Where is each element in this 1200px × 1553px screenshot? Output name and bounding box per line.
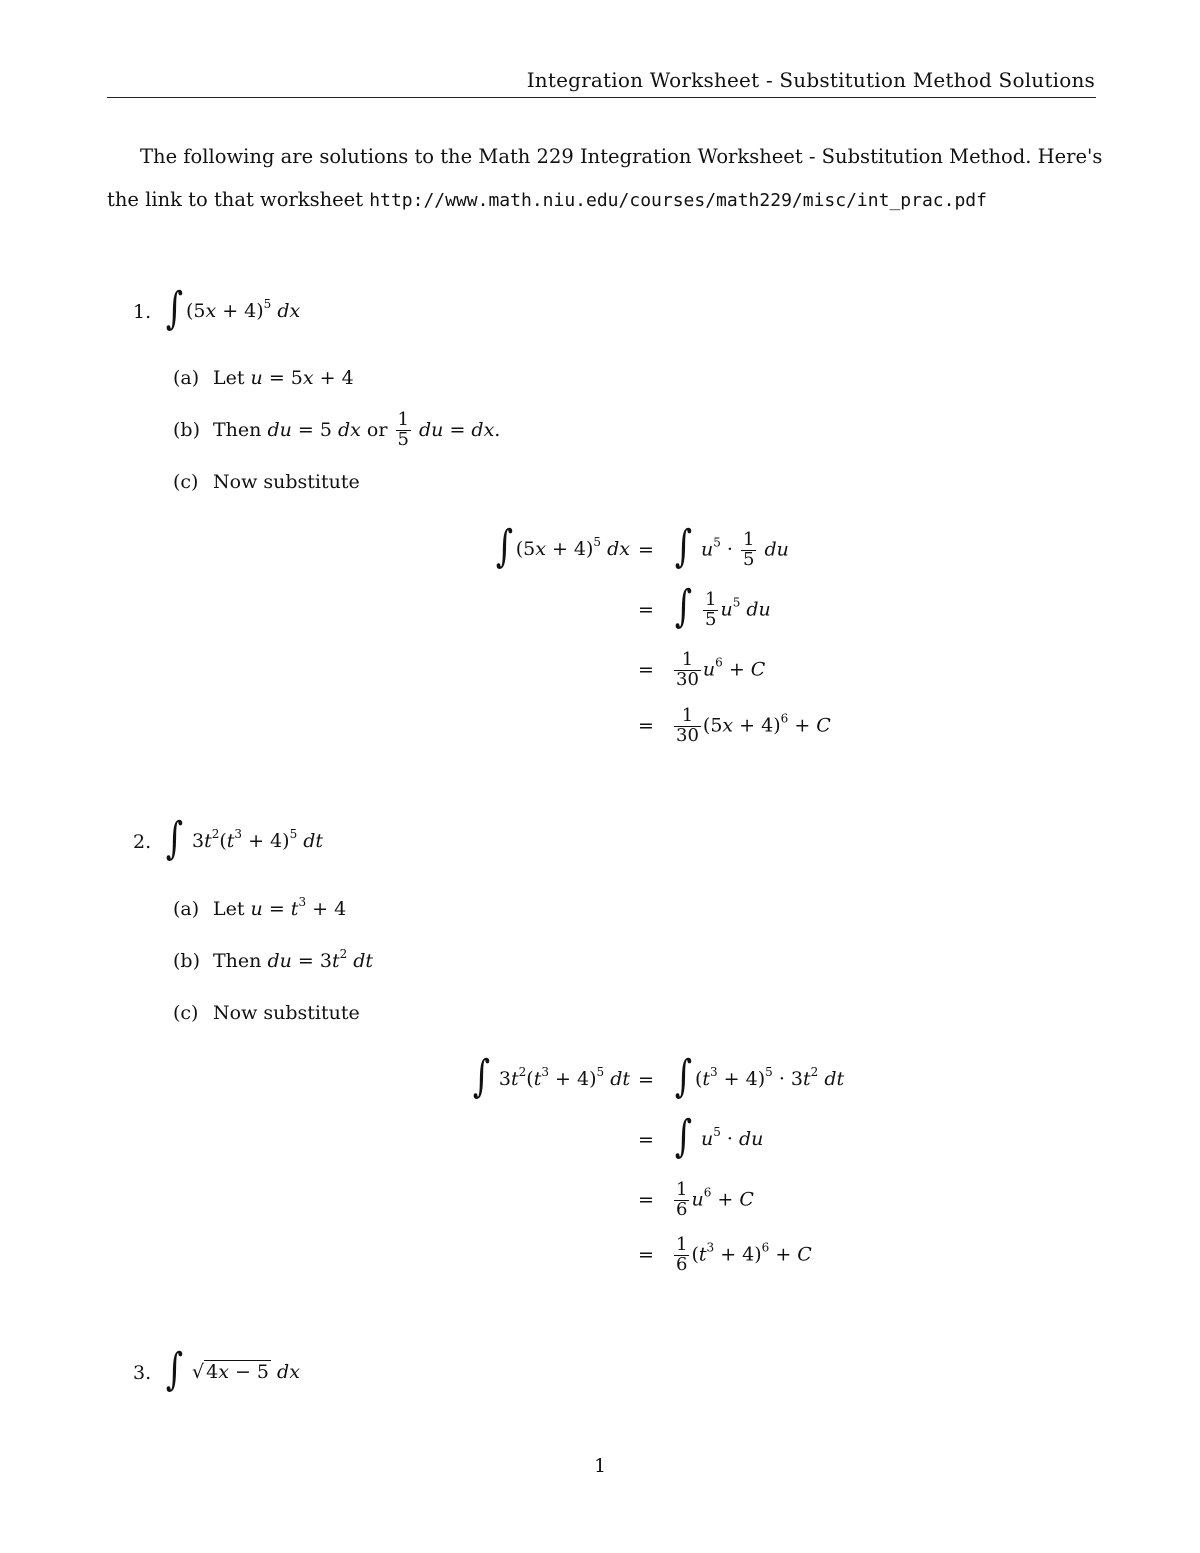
step-math-2: du = dx. [419, 419, 501, 441]
equals-sign: = [638, 1244, 654, 1266]
equation-row [0, 1225, 1200, 1285]
step-text: Now substitute [213, 471, 360, 493]
step-label: (a) [173, 898, 200, 920]
equals-sign: = [638, 599, 654, 621]
equation-row [0, 696, 1200, 756]
intro-line-2 [107, 188, 987, 211]
problem-2-number: 2. [133, 831, 152, 853]
step-math: du = $3t^2$ dt [267, 947, 374, 972]
step-label: (c) [173, 471, 199, 493]
equals-sign: = [638, 1189, 654, 1211]
step-text: Then [213, 419, 262, 441]
problem-2-step-b [173, 939, 373, 983]
problem-2 [133, 812, 323, 872]
equation-rhs: ∫ $(t^3 + 4)^5 \cdot 3t^2$ dt [674, 1051, 845, 1102]
integral-sign-icon: ∫ [165, 1344, 184, 1395]
integral-sign-icon: ∫ [165, 813, 184, 864]
equation-row [0, 520, 1200, 580]
step-connector: or [366, 419, 388, 441]
equals-sign: = [638, 539, 654, 561]
equation-rhs: ∫ $u^5$ · du [674, 1111, 764, 1162]
step-math: du = 5 dx [267, 419, 361, 441]
header-title: Integration Worksheet - Substitution Method Solutions [526, 68, 1095, 92]
fraction: $\frac{1}{5}$ [397, 408, 409, 450]
integral-sign-icon: ∫ [495, 521, 513, 572]
equation-lhs: ∫ $(5x + 4)^5$ dx [495, 521, 630, 572]
fraction: $\frac{1}{30}$ [676, 704, 699, 746]
problem-1-step-a [173, 356, 354, 400]
step-text: Then [213, 950, 262, 972]
fraction: $\frac{1}{6}$ [676, 1178, 688, 1220]
equation-rhs: $\frac{1}{30}$ $u^6 + C$ [676, 648, 766, 690]
equals-sign: = [638, 1069, 654, 1091]
equation-rhs: $\frac{1}{6}$ $(t^3 + 4)^6 + C$ [676, 1233, 812, 1275]
problem-2-integral: ∫ $3t^2(t^3 + 4)^5$ dt [165, 813, 324, 864]
equation-row [0, 580, 1200, 640]
equation-row [0, 640, 1200, 700]
integral-sign-icon: ∫ [165, 283, 184, 334]
integral-sign-icon: ∫ [674, 1111, 693, 1162]
step-text: Let [213, 898, 245, 920]
step-math: u = 5x + 4 [250, 367, 354, 389]
problem-1-step-b [173, 408, 500, 452]
step-label: (b) [173, 419, 200, 441]
sqrt-radicand: 4x − 5 [206, 1361, 269, 1383]
equals-sign: = [638, 659, 654, 681]
problem-1-number: 1. [133, 301, 152, 323]
step-label: (a) [173, 367, 200, 389]
equation-lhs: ∫ $3t^2(t^3 + 4)^5$ dt [472, 1051, 630, 1102]
header-divider [107, 97, 1096, 98]
equation-rhs: $\frac{1}{6}$ $u^6 + C$ [676, 1178, 754, 1220]
step-text: Let [213, 367, 245, 389]
fraction: $\frac{1}{30}$ [676, 648, 699, 690]
equation-rhs: ∫ $u^5$ · $\frac{1}{5}$ du [674, 521, 789, 572]
problem-3 [133, 1343, 300, 1403]
fraction: $\frac{1}{6}$ [676, 1233, 688, 1275]
intro-line-2-text: the link to that worksheet [107, 188, 370, 211]
equation-rhs: $\frac{1}{30}$ $(5x + 4)^6 + C$ [676, 704, 831, 746]
fraction: $\frac{1}{5}$ [704, 588, 717, 630]
equals-sign: = [638, 1129, 654, 1151]
sqrt-icon: √ [191, 1361, 205, 1383]
integral-sign-icon: ∫ [674, 1051, 693, 1102]
integral-sign-icon: ∫ [472, 1051, 491, 1102]
problem-1-step-c [173, 460, 360, 504]
problem-3-number: 3. [133, 1362, 152, 1384]
step-text: Now substitute [213, 1002, 360, 1024]
intro-line-1: The following are solutions to the Math 229 Integration Worksheet - Substitution Method. Here's [140, 145, 1103, 168]
equals-sign: = [638, 715, 654, 737]
equation-row [0, 1050, 1200, 1110]
integral-sign-icon: ∫ [674, 581, 693, 632]
equation-row [0, 1170, 1200, 1230]
problem-1-integral: ∫ $(5x + 4)^5$ dx [165, 283, 301, 334]
fraction: $\frac{1}{5}$ [743, 528, 755, 570]
step-label: (c) [173, 1002, 199, 1024]
page-number: 1 [593, 1455, 607, 1477]
step-math: $u = t^3 + 4$ [250, 895, 347, 920]
problem-2-step-a [173, 887, 346, 931]
integral-sign-icon: ∫ [674, 521, 693, 572]
problem-2-step-c [173, 991, 360, 1035]
problem-3-integral: ∫ √ 4x − 5 dx [165, 1344, 300, 1395]
worksheet-link[interactable]: http://www.math.niu.edu/courses/math229/misc/int_prac.pdf [369, 190, 987, 211]
equation-row [0, 1110, 1200, 1170]
problem-1 [133, 282, 300, 342]
step-label: (b) [173, 950, 200, 972]
equation-rhs: ∫ $\frac{1}{5}$ $u^5$ du [674, 581, 771, 632]
